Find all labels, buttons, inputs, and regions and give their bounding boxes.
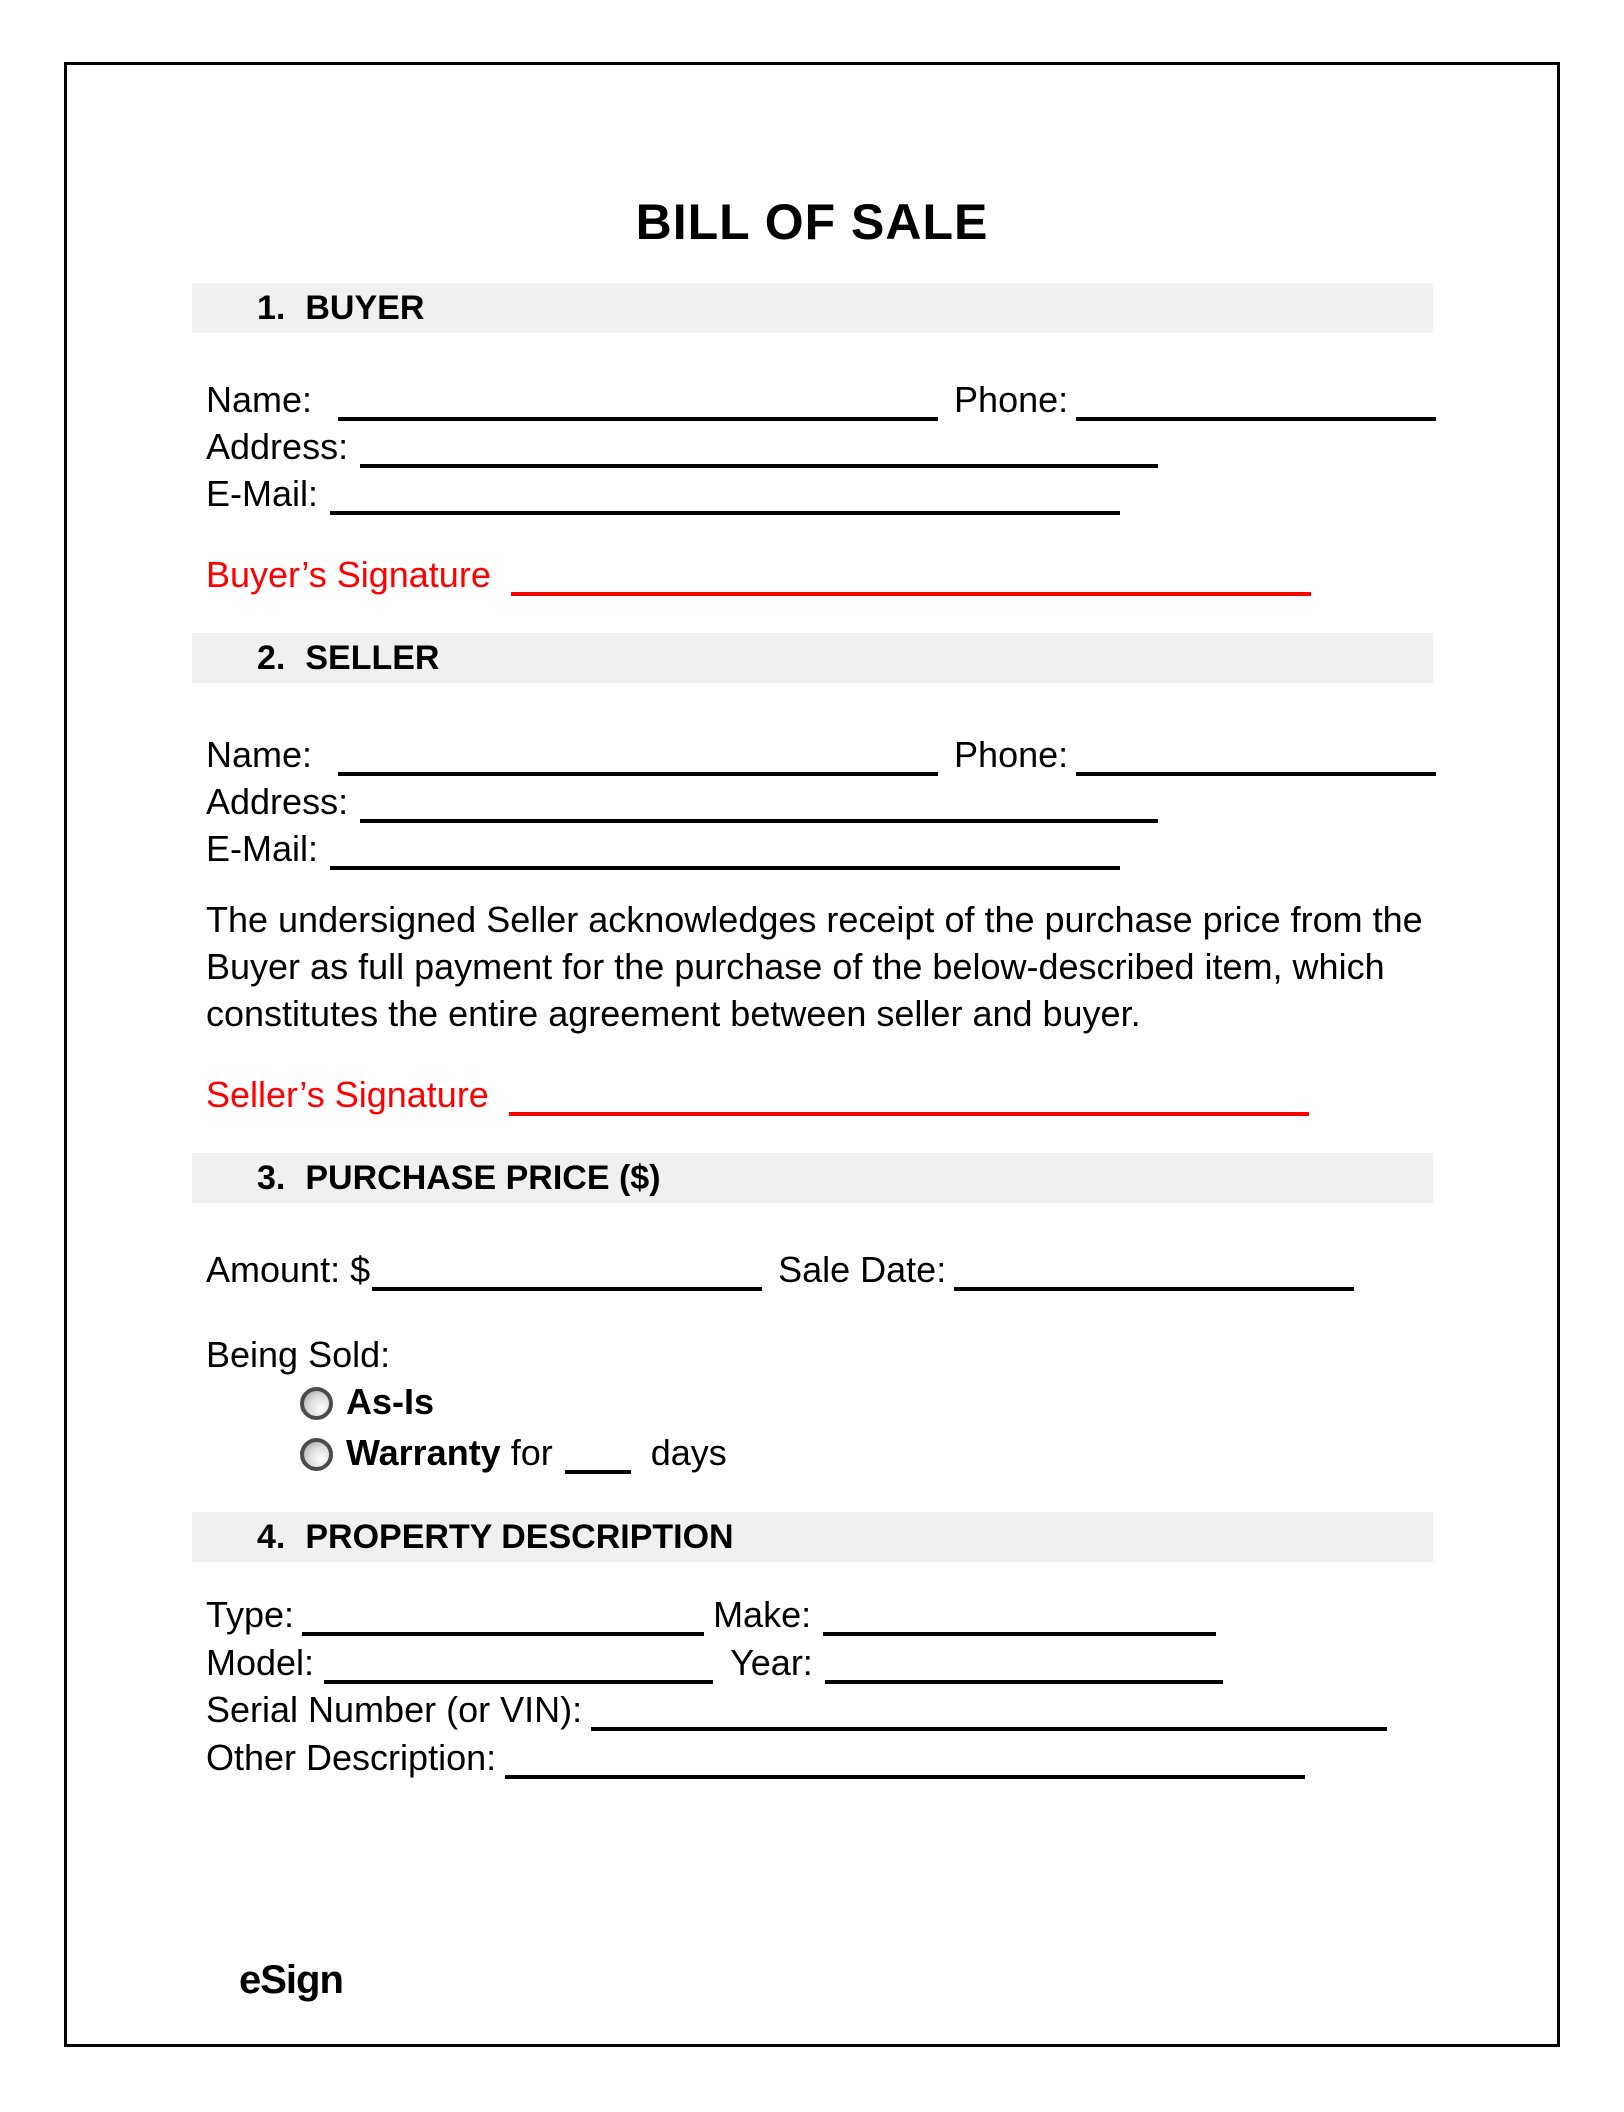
seller-acknowledgment-text: The undersigned Seller acknowledges receipt of the purchase price from the Buyer as full payment for the purchase of the below-described item, which constitutes the entire agreement between seller and buyer. <box>206 899 1423 1034</box>
sale-date-label: Sale Date: <box>778 1249 947 1290</box>
section-heading: PROPERTY DESCRIPTION <box>305 1517 734 1556</box>
buyer-email-row <box>206 470 1120 517</box>
warranty-label: Warranty <box>346 1432 501 1473</box>
section-heading: BUYER <box>305 288 425 327</box>
amount-saledate-row <box>206 1246 1354 1293</box>
warranty-days-text: days <box>650 1432 727 1473</box>
seller-phone-label: Phone: <box>954 734 1069 775</box>
type-make-row <box>206 1591 1216 1638</box>
warranty-for-text: for <box>510 1432 553 1473</box>
being-sold-label: Being Sold: <box>206 1334 391 1375</box>
model-input[interactable] <box>324 1680 713 1684</box>
buyer-address-row <box>206 423 1158 470</box>
year-input[interactable] <box>825 1680 1223 1684</box>
seller-address-label: Address: <box>206 781 349 822</box>
page-title: BILL OF SALE <box>635 194 989 250</box>
buyer-signature-row <box>206 551 1311 598</box>
seller-name-phone-row <box>206 731 1436 778</box>
section-heading: SELLER <box>305 638 440 677</box>
seller-name-label: Name: <box>206 734 313 775</box>
buyer-name-label: Name: <box>206 379 313 420</box>
buyer-email-input[interactable] <box>330 511 1120 515</box>
make-input[interactable] <box>823 1632 1216 1636</box>
section-number: 3. <box>257 1158 286 1197</box>
serial-label: Serial Number (or VIN): <box>206 1689 583 1730</box>
other-description-row <box>206 1734 1305 1781</box>
model-label: Model: <box>206 1642 315 1683</box>
section-number: 1. <box>257 288 286 327</box>
buyer-signature-input[interactable] <box>511 592 1311 596</box>
buyer-phone-label: Phone: <box>954 379 1069 420</box>
as-is-radio[interactable] <box>300 1387 333 1420</box>
buyer-address-label: Address: <box>206 426 349 467</box>
seller-signature-row <box>206 1071 1309 1118</box>
seller-email-row <box>206 825 1120 872</box>
year-label: Year: <box>730 1642 813 1683</box>
seller-name-input[interactable] <box>338 772 938 776</box>
model-year-row <box>206 1639 1223 1686</box>
buyer-address-input[interactable] <box>360 464 1158 468</box>
as-is-option-row <box>206 1378 434 1425</box>
section-number: 2. <box>257 638 286 677</box>
amount-input[interactable] <box>372 1287 762 1291</box>
make-label: Make: <box>713 1594 812 1635</box>
buyer-name-phone-row <box>206 376 1436 423</box>
buyer-name-input[interactable] <box>338 417 938 421</box>
buyer-email-label: E-Mail: <box>206 473 319 514</box>
seller-address-input[interactable] <box>360 819 1158 823</box>
other-description-label: Other Description: <box>206 1737 497 1778</box>
seller-address-row <box>206 778 1158 825</box>
section-header-seller <box>192 633 1433 683</box>
serial-row <box>206 1686 1387 1733</box>
document-page <box>64 62 1560 2047</box>
section-heading: PURCHASE PRICE ($) <box>305 1158 661 1197</box>
seller-signature-label: Seller’s Signature <box>206 1074 489 1115</box>
sale-date-input[interactable] <box>954 1287 1354 1291</box>
buyer-phone-input[interactable] <box>1076 417 1436 421</box>
seller-email-label: E-Mail: <box>206 828 319 869</box>
section-header-purchase-price <box>192 1153 1433 1203</box>
warranty-radio[interactable] <box>300 1438 333 1471</box>
as-is-label: As-Is <box>346 1381 435 1422</box>
seller-signature-input[interactable] <box>509 1112 1309 1116</box>
esign-logo: eSign <box>239 1958 343 2002</box>
type-label: Type: <box>206 1594 295 1635</box>
section-header-buyer <box>192 283 1433 333</box>
seller-phone-input[interactable] <box>1076 772 1436 776</box>
section-header-property-description <box>192 1512 1433 1562</box>
amount-label: Amount: $ <box>206 1249 371 1290</box>
being-sold-row <box>206 1331 390 1378</box>
section-number: 4. <box>257 1517 286 1556</box>
warranty-days-input[interactable] <box>565 1470 631 1474</box>
warranty-option-row <box>206 1429 727 1476</box>
type-input[interactable] <box>302 1632 704 1636</box>
buyer-signature-label: Buyer’s Signature <box>206 554 491 595</box>
serial-input[interactable] <box>591 1727 1387 1731</box>
other-description-input[interactable] <box>505 1775 1305 1779</box>
seller-email-input[interactable] <box>330 866 1120 870</box>
